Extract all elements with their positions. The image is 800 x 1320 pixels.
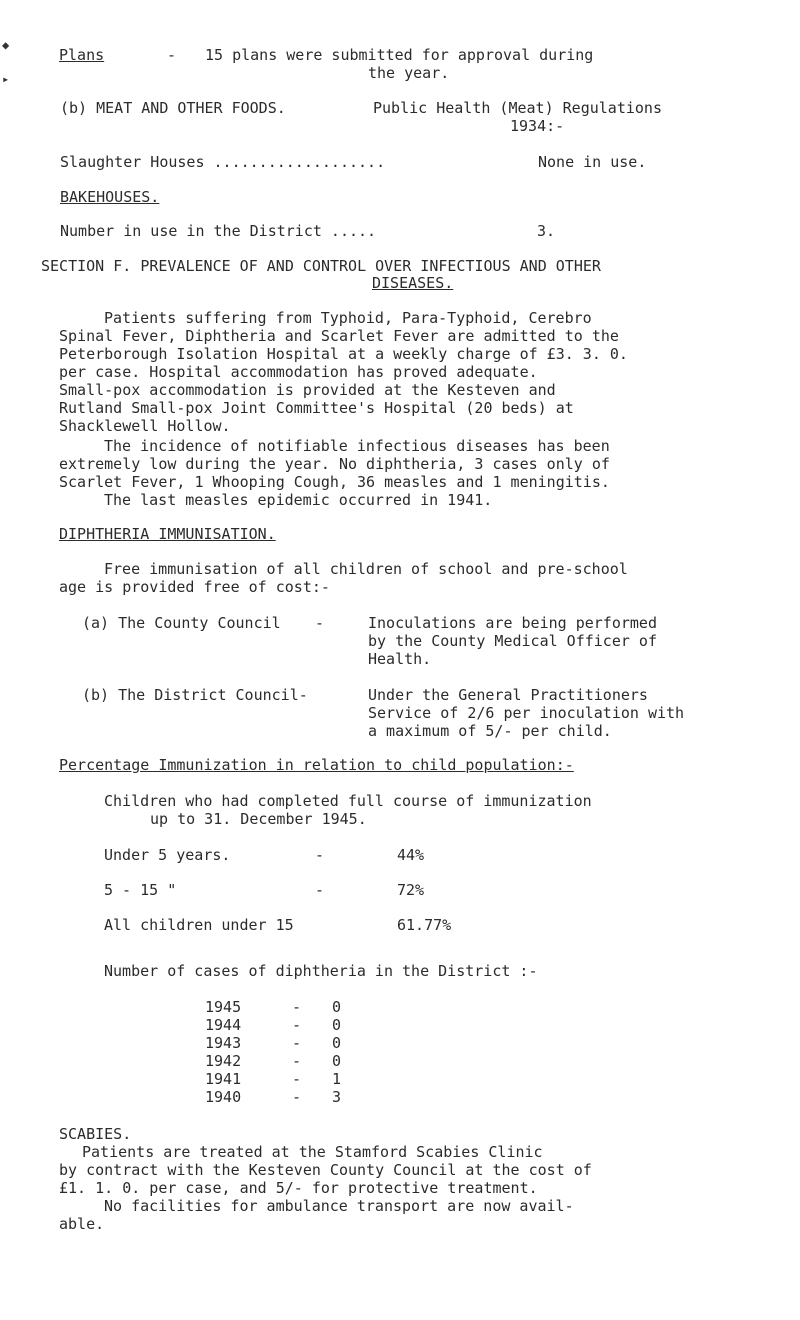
scabies-line: £1. 1. 0. per case, and 5/- for protective treatment.: [59, 1179, 538, 1197]
meat-regs-line2: 1934:-: [510, 117, 565, 135]
meat-heading: (b) MEAT AND OTHER FOODS.: [60, 99, 286, 117]
plans-text-line2: the year.: [368, 64, 450, 82]
margin-mark: ◆: [2, 38, 10, 52]
immunization-row-dash: -: [315, 881, 325, 899]
case-year: 1940: [205, 1088, 242, 1106]
scabies-line: by contract with the Kesteven County Council at the cost of: [59, 1161, 592, 1179]
case-year: 1942: [205, 1052, 242, 1070]
case-value: 3: [332, 1088, 342, 1106]
meat-regs-line1: Public Health (Meat) Regulations: [373, 99, 662, 117]
case-value: 0: [332, 1016, 342, 1034]
section-f-p2-line: The incidence of notifiable infectious diseases has been: [104, 437, 610, 455]
children-line2: up to 31. December 1945.: [150, 810, 367, 828]
percentage-heading: Percentage Immunization in relation to child population:-: [59, 756, 574, 774]
scabies-line: No facilities for ambulance transport are now avail-: [104, 1197, 574, 1215]
children-line1: Children who had completed full course of immunization: [104, 792, 592, 810]
diphtheria-heading: DIPHTHERIA IMMUNISATION.: [59, 525, 276, 543]
case-year: 1941: [205, 1070, 242, 1088]
margin-arrow: ▸: [2, 72, 10, 86]
section-f-p1-line: Small-pox accommodation is provided at the Kesteven and: [59, 381, 556, 399]
scabies-heading: SCABIES.: [59, 1125, 132, 1143]
diphtheria-intro-line2: age is provided free of cost:-: [59, 578, 330, 596]
plans-label: Plans: [59, 46, 105, 64]
diphtheria-intro-line1: Free immunisation of all children of school and pre-school: [104, 560, 628, 578]
plans-dash: -: [167, 46, 177, 64]
immunization-row-dash: -: [315, 846, 325, 864]
section-f-p1-line: Patients suffering from Typhoid, Para-Typhoid, Cerebro: [104, 309, 592, 327]
case-value: 0: [332, 1034, 342, 1052]
case-dash: -: [292, 1034, 302, 1052]
bakehouses-number-label: Number in use in the District .....: [60, 222, 377, 240]
scabies-line: Patients are treated at the Stamford Scabies Clinic: [82, 1143, 543, 1161]
immunization-row-label: Under 5 years.: [104, 846, 231, 864]
section-f-p1-line: Rutland Small-pox Joint Committee's Hospital (20 beds) at: [59, 399, 574, 417]
case-value: 1: [332, 1070, 342, 1088]
case-dash: -: [292, 1052, 302, 1070]
cases-heading: Number of cases of diphtheria in the District :-: [104, 962, 538, 980]
provider-b-text: Service of 2/6 per inoculation with: [368, 704, 685, 722]
case-value: 0: [332, 998, 342, 1016]
case-dash: -: [292, 1016, 302, 1034]
scabies-line: able.: [59, 1215, 105, 1233]
immunization-row-label: 5 - 15 ": [104, 881, 177, 899]
bakehouses-heading: BAKEHOUSES.: [60, 188, 160, 206]
provider-b-text: a maximum of 5/- per child.: [368, 722, 612, 740]
case-year: 1945: [205, 998, 242, 1016]
provider-a-dash: -: [315, 614, 325, 632]
provider-b-label: (b) The District Council-: [82, 686, 308, 704]
section-f-heading-line2: DISEASES.: [372, 274, 454, 292]
case-year: 1943: [205, 1034, 242, 1052]
section-f-p1-line: Spinal Fever, Diphtheria and Scarlet Fever are admitted to the: [59, 327, 619, 345]
immunization-row-value: 72%: [397, 881, 425, 899]
immunization-row-value: 61.77%: [397, 916, 452, 934]
slaughter-value: None in use.: [538, 153, 647, 171]
section-f-p1-line: Shacklewell Hollow.: [59, 417, 231, 435]
section-f-p2-line: extremely low during the year. No diphtheria, 3 cases only of: [59, 455, 610, 473]
provider-a-text: by the County Medical Officer of: [368, 632, 657, 650]
section-f-p1-line: Peterborough Isolation Hospital at a weekly charge of £3. 3. 0.: [59, 345, 628, 363]
case-dash: -: [292, 1088, 302, 1106]
section-f-heading-line1: SECTION F. PREVALENCE OF AND CONTROL OVER INFECTIOUS AND OTHER: [41, 257, 601, 275]
slaughter-label: Slaughter Houses ...................: [60, 153, 386, 171]
provider-a-text: Inoculations are being performed: [368, 614, 657, 632]
immunization-row-label: All children under 15: [104, 916, 294, 934]
case-dash: -: [292, 1070, 302, 1088]
section-f-p2-line: Scarlet Fever, 1 Whooping Cough, 36 measles and 1 meningitis.: [59, 473, 610, 491]
case-year: 1944: [205, 1016, 242, 1034]
bakehouses-number-value: 3.: [537, 222, 556, 240]
provider-a-label: (a) The County Council: [82, 614, 281, 632]
section-f-p1-line: per case. Hospital accommodation has proved adequate.: [59, 363, 538, 381]
immunization-row-value: 44%: [397, 846, 425, 864]
section-f-p2-line: The last measles epidemic occurred in 1941.: [104, 491, 493, 509]
case-value: 0: [332, 1052, 342, 1070]
provider-b-text: Under the General Practitioners: [368, 686, 648, 704]
case-dash: -: [292, 998, 302, 1016]
provider-a-text: Health.: [368, 650, 432, 668]
plans-text-line1: 15 plans were submitted for approval during: [205, 46, 594, 64]
